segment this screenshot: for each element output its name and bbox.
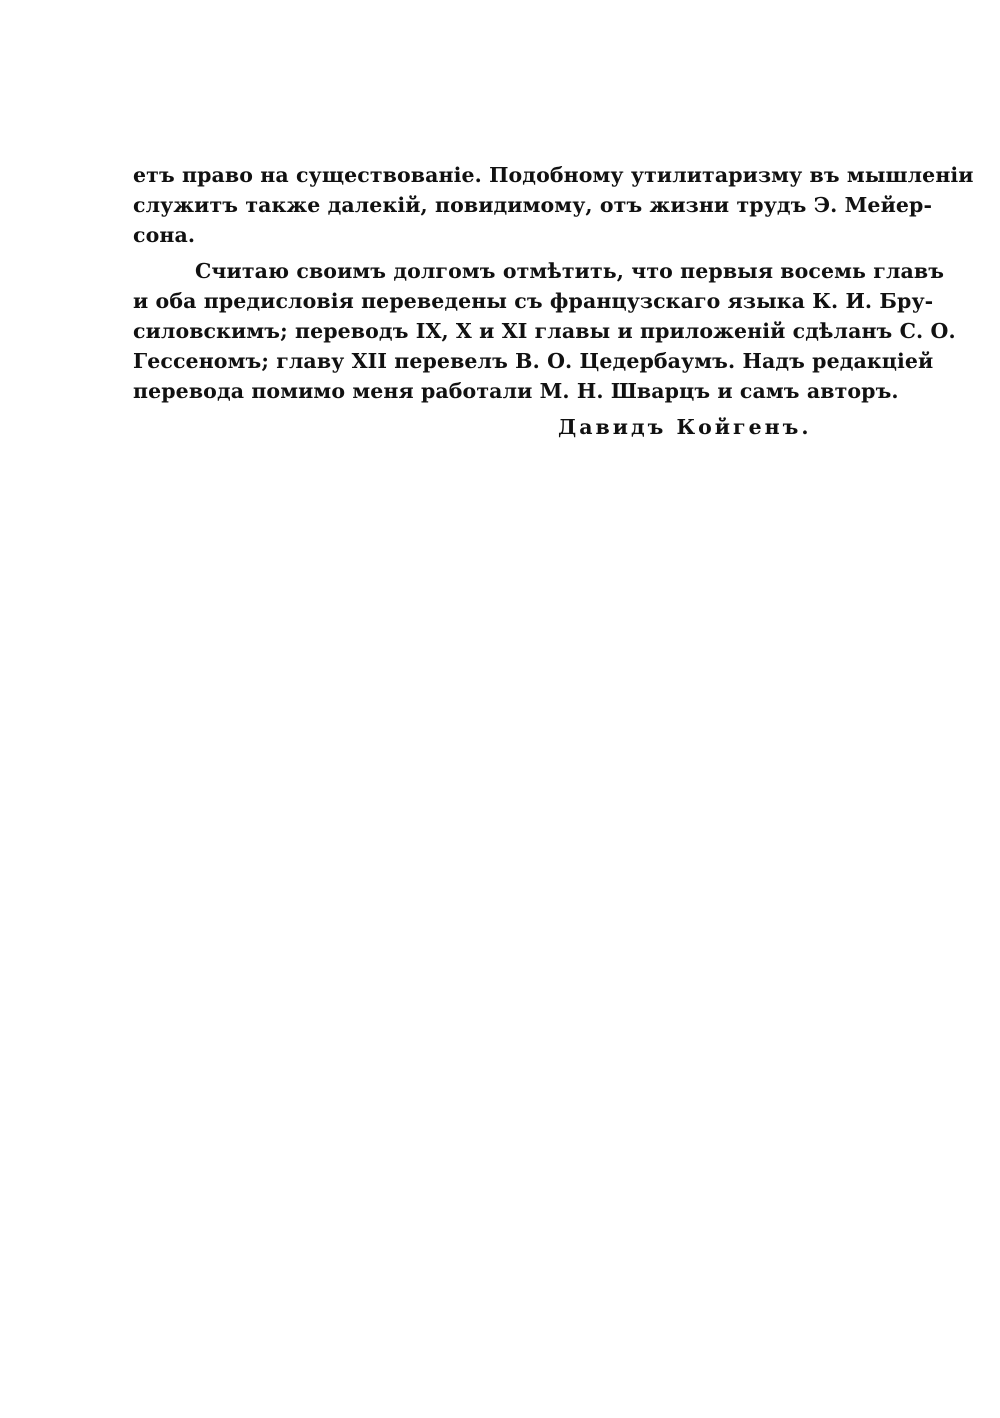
paragraph-line: силовскимъ; переводъ IX, X и XI главы и приложеній сдѣланъ С. О. (133, 319, 956, 343)
paragraph-line: сона. (133, 223, 196, 247)
signature: Давидъ Койгенъ. (558, 415, 812, 439)
paragraph-line: перевода помимо меня работали М. Н. Шварцъ и самъ авторъ. (133, 379, 899, 403)
paragraph-1 (133, 160, 974, 250)
paragraph-line: Гессеномъ; главу XII перевелъ В. О. Цедербаумъ. Надъ редакціей (133, 349, 934, 373)
paragraph-line: служитъ также далекій, повидимому, отъ жизни трудъ Э. Мейер- (133, 193, 933, 217)
paragraph-2 (133, 256, 956, 406)
paragraph-line: и оба предисловія переведены съ французскаго языка К. И. Бру- (133, 289, 934, 313)
paragraph-line: Считаю своимъ долгомъ отмѣтить, что первыя восемь главъ (195, 259, 945, 283)
body-text (133, 160, 974, 406)
paragraph-line: етъ право на существованіе. Подобному утилитаризму въ мышленіи (133, 163, 974, 187)
